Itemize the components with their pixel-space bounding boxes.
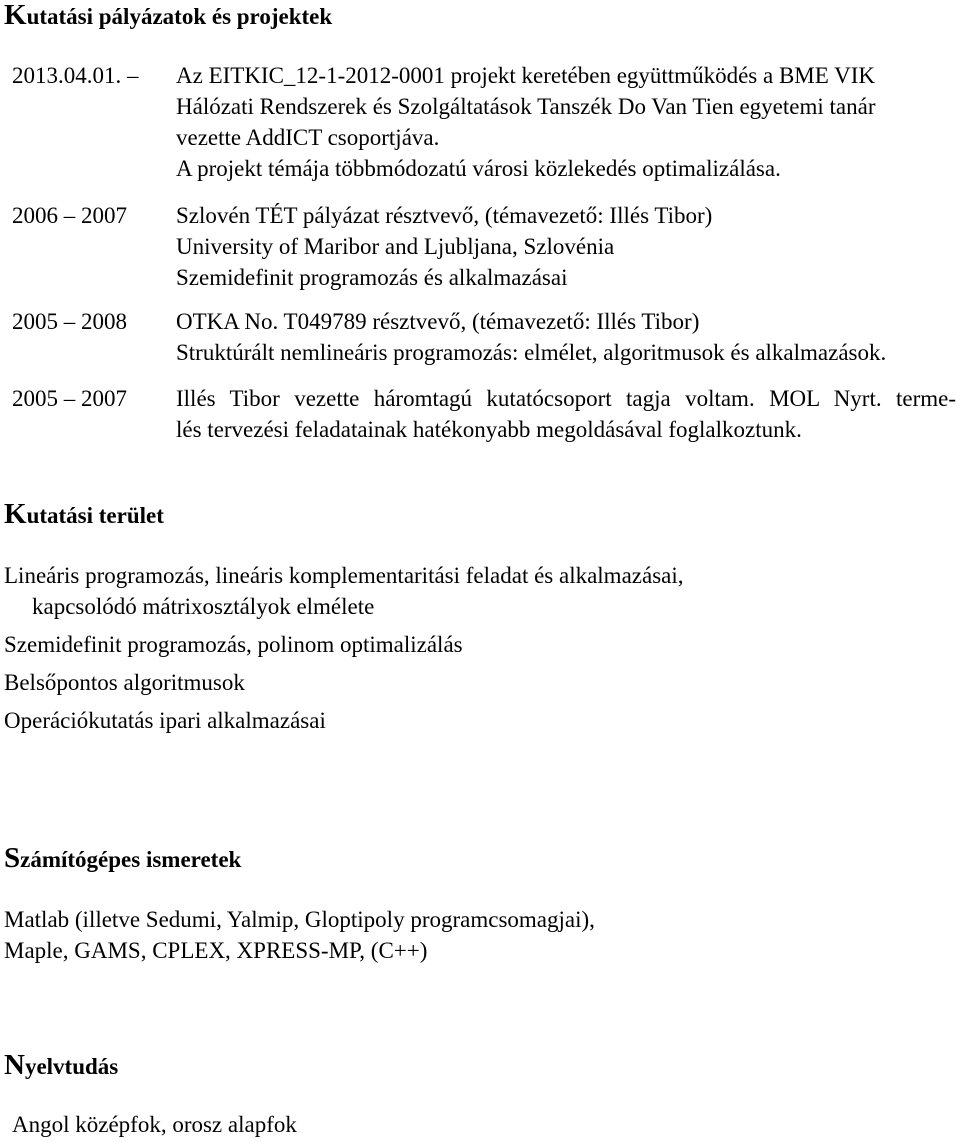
language-item: Angol középfok, orosz alapfok: [12, 1112, 297, 1137]
research-item: Lineáris programozás, lineáris komplementaritási feladat és alkalmazásai,: [4, 563, 684, 588]
research-item-block: [4, 629, 463, 660]
research-item-block: [4, 705, 326, 736]
project-description: [176, 306, 956, 368]
project-line: A projekt témája többmódozatú városi közlekedés optimalizálása.: [176, 156, 781, 181]
research-heading-rest: utatási terület: [26, 503, 164, 528]
project-description: [176, 383, 956, 445]
project-line: University of Maribor and Ljubljana, Szlovénia: [176, 234, 615, 259]
project-line: Hálózati Rendszerek és Szolgáltatások Tanszék Do Van Tien egyetemi tanár: [176, 94, 876, 119]
project-date: 2006 – 2007: [12, 203, 127, 228]
computer-item: Maple, GAMS, CPLEX, XPRESS-MP, (C++): [4, 938, 428, 963]
research-item: kapcsolódó mátrixosztályok elmélete: [32, 594, 375, 619]
computer-list: [4, 904, 595, 966]
project-line: Szlovén TÉT pályázat résztvevő, (témavezető: Illés Tibor): [176, 203, 713, 228]
research-item: Belsőpontos algoritmusok: [4, 670, 245, 695]
project-date: 2005 – 2007: [12, 386, 127, 411]
projects-heading: [4, 0, 332, 32]
languages-list: [4, 1109, 297, 1140]
project-line: vezette AddICT csoportjáva.: [176, 125, 440, 150]
computer-item: Matlab (illetve Sedumi, Yalmip, Gloptipoly programcsomagjai),: [4, 907, 595, 932]
computer-heading-rest: zámítógépes ismeretek: [20, 847, 242, 872]
project-line: OTKA No. T049789 résztvevő, (témavezető: Illés Tibor): [176, 309, 700, 334]
project-line: Struktúrált nemlineáris programozás: elmélet, algoritmusok és alkalmazások.: [176, 340, 887, 365]
project-date: 2005 – 2008: [12, 309, 127, 334]
project-description: [176, 60, 956, 184]
research-heading: [4, 499, 164, 531]
languages-heading: [4, 1050, 118, 1082]
research-item: Operációkutatás ipari alkalmazásai: [4, 708, 326, 733]
languages-heading-rest: yelvtudás: [24, 1054, 119, 1079]
research-item: Szemidefinit programozás, polinom optimalizálás: [4, 632, 463, 657]
project-line: Illés Tibor vezette háromtagú kutatócsoport tagja voltam. MOL Nyrt. terme-: [176, 386, 956, 411]
projects-heading-initial: K: [4, 0, 27, 31]
project-date: 2013.04.01. –: [12, 63, 139, 88]
research-item-block: [4, 667, 245, 698]
project-line: Szemidefinit programozás és alkalmazásai: [176, 265, 568, 290]
research-list: [4, 560, 684, 622]
research-heading-initial: K: [4, 498, 27, 530]
languages-heading-initial: N: [4, 1049, 25, 1081]
computer-heading-initial: S: [4, 842, 21, 874]
computer-heading: [4, 843, 241, 875]
project-line: Az EITKIC_12-1-2012-0001 projekt keretében együttműködés a BME VIK: [176, 63, 875, 88]
projects-heading-rest: utatási pályázatok és projektek: [26, 4, 333, 29]
project-description: [176, 200, 956, 293]
project-line: lés tervezési feladatainak hatékonyabb megoldásával foglalkoztunk.: [176, 417, 802, 442]
